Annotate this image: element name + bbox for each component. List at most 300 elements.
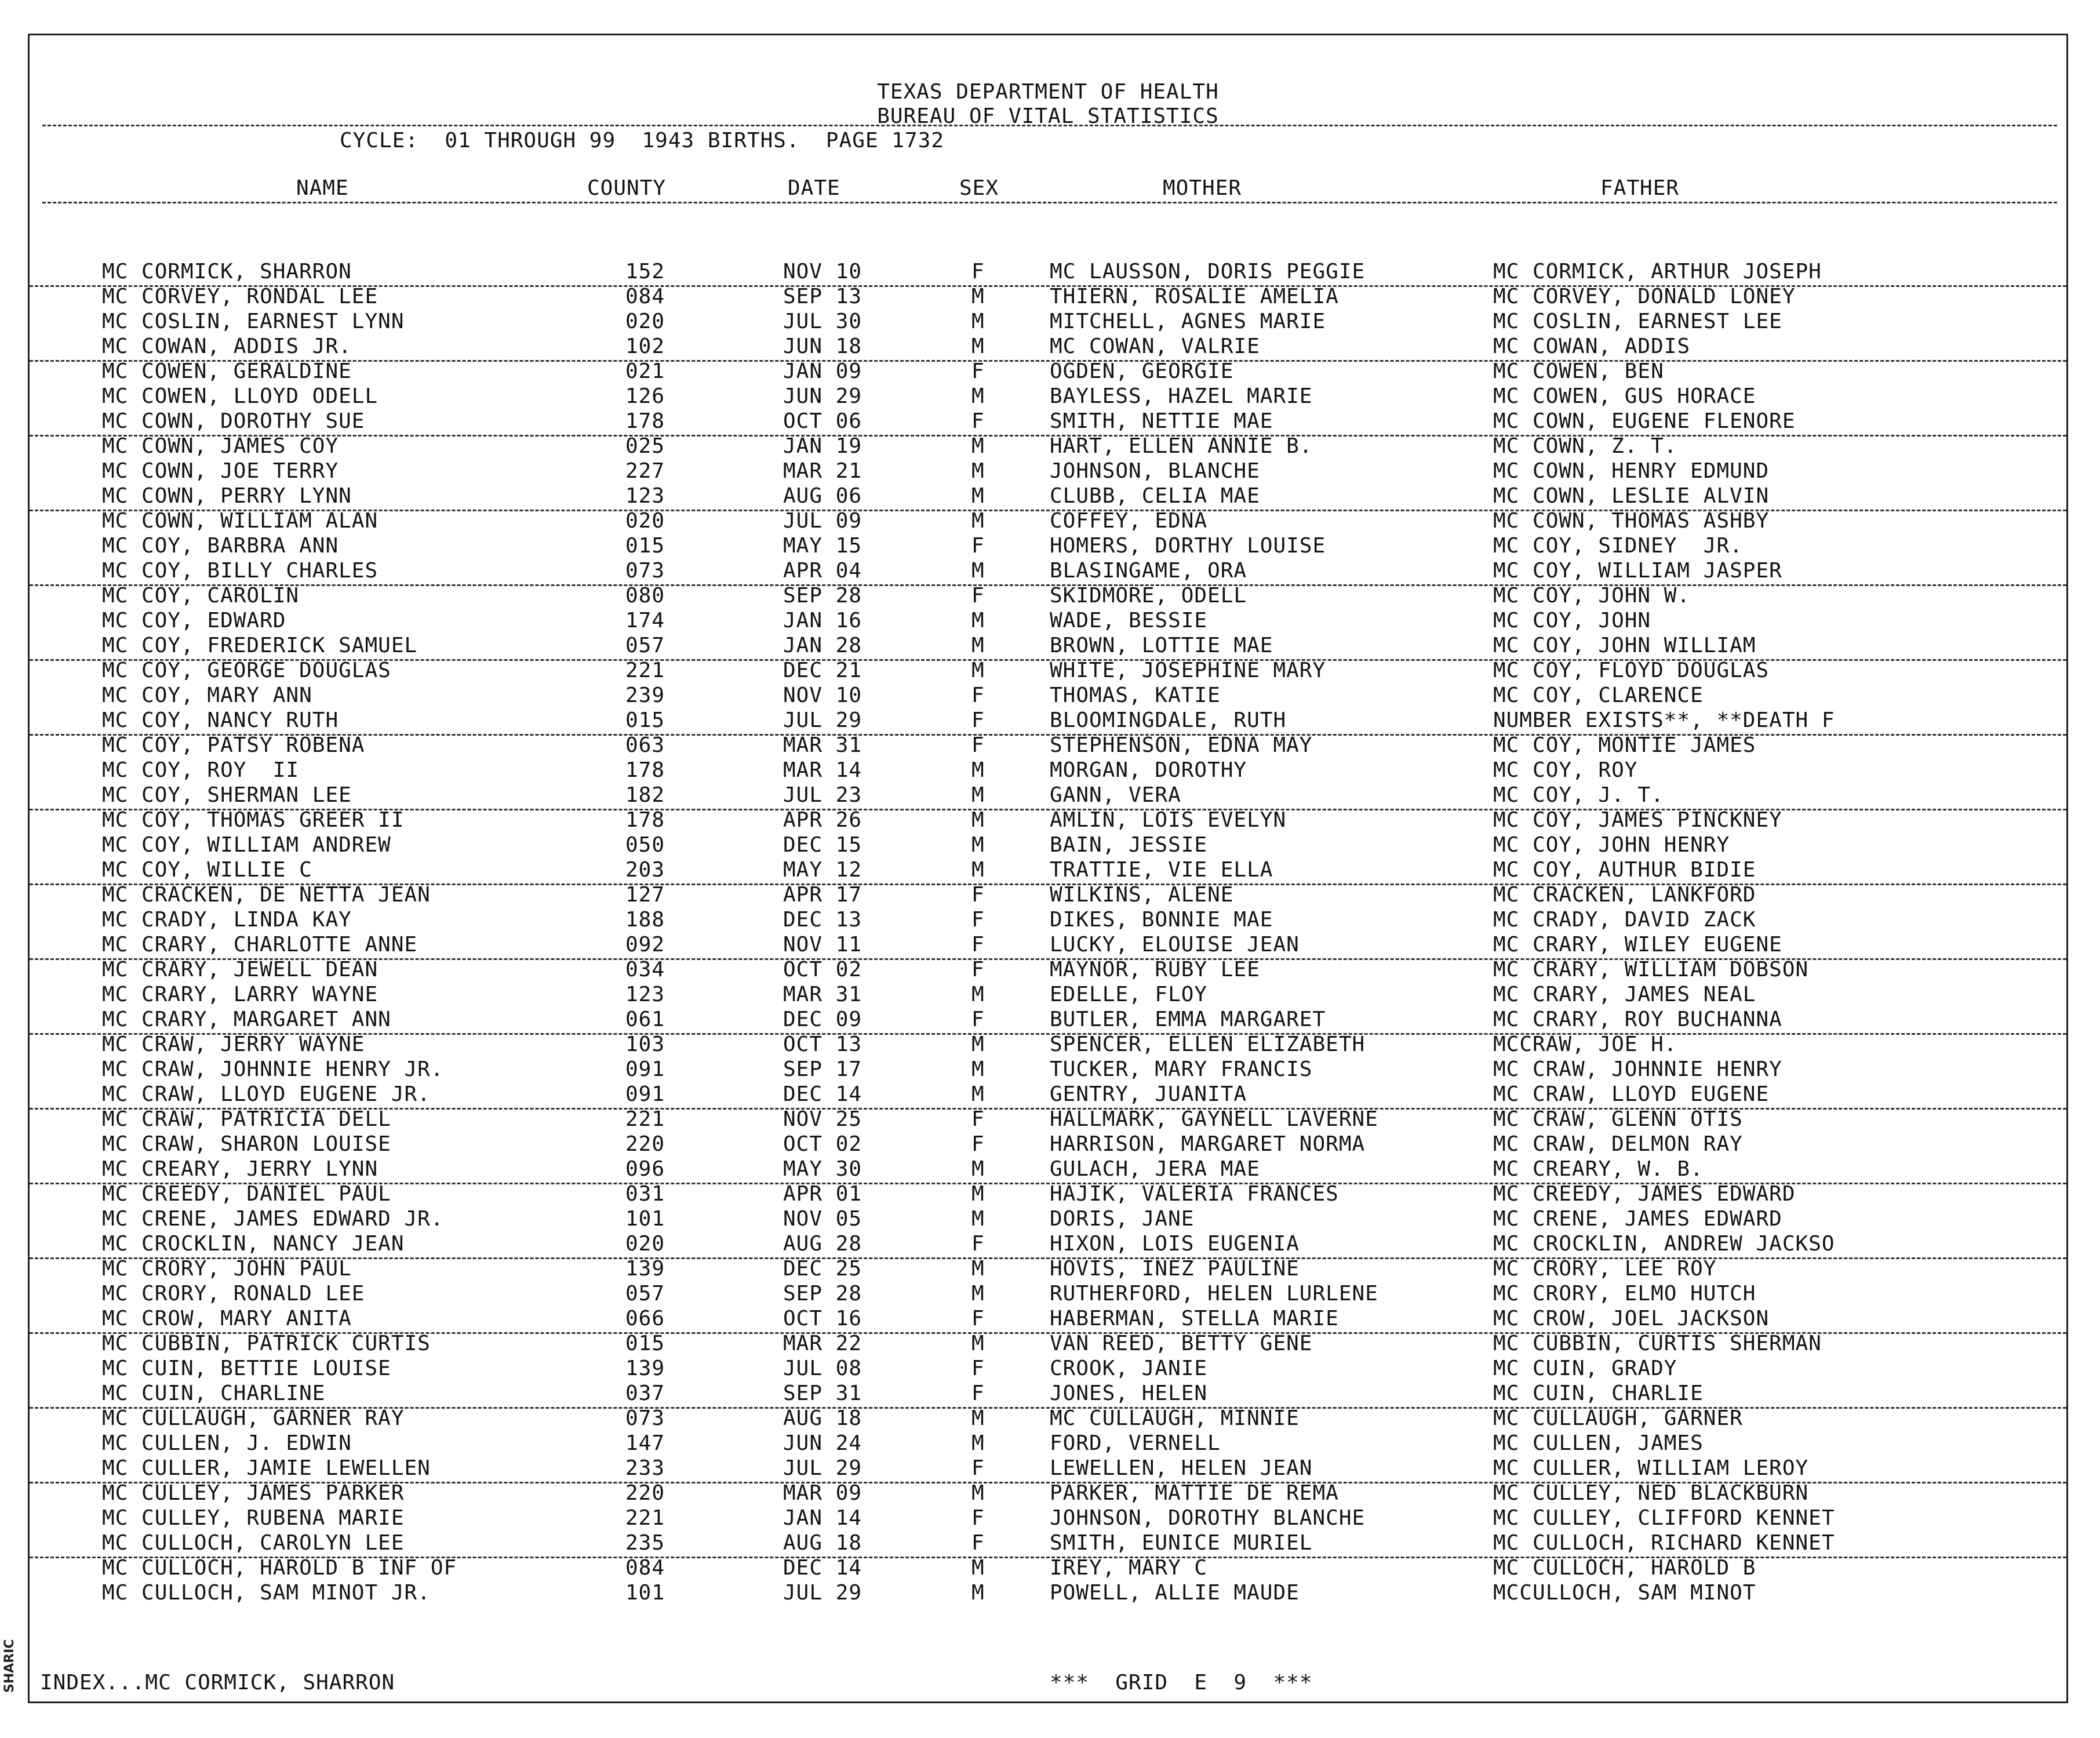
cell-name: MC CUBBIN, PATRICK CURTIS — [102, 1332, 431, 1355]
cell-father: MC CRADY, DAVID ZACK — [1493, 908, 1756, 932]
cell-father: MC CREARY, W. B. — [1493, 1158, 1704, 1181]
cell-date: JAN 19 — [783, 435, 862, 458]
table-row — [30, 1307, 2066, 1334]
cell-sex: F — [971, 1133, 985, 1156]
cell-date: APR 17 — [783, 883, 862, 907]
cell-name: MC CRORY, RONALD LEE — [102, 1282, 365, 1306]
cell-name: MC COWN, JAMES COY — [102, 435, 339, 458]
cell-sex: F — [971, 260, 985, 283]
cell-date: NOV 11 — [783, 933, 862, 957]
cell-name: MC CRARY, MARGARET ANN — [102, 1008, 391, 1031]
cell-sex: M — [971, 485, 985, 508]
table-row — [30, 734, 2066, 759]
cell-name: MC COWAN, ADDIS JR. — [102, 335, 352, 358]
table-row — [30, 285, 2066, 310]
cell-father: MC CUIN, GRADY — [1493, 1357, 1677, 1380]
table-row — [30, 1008, 2066, 1035]
cell-county: 220 — [625, 1133, 665, 1156]
cell-date: DEC 15 — [783, 834, 862, 857]
cell-sex: M — [971, 460, 985, 483]
cell-county: 021 — [625, 360, 665, 383]
table-row — [30, 1158, 2066, 1184]
cell-mother: HALLMARK, GAYNELL LAVERNE — [1050, 1108, 1378, 1131]
cell-county: 103 — [625, 1033, 665, 1056]
cell-name: MC CORMICK, SHARRON — [102, 260, 352, 283]
cell-mother: RUTHERFORD, HELEN LURLENE — [1050, 1282, 1378, 1306]
cell-date: JUL 23 — [783, 784, 862, 807]
cell-sex: F — [971, 1108, 985, 1131]
cell-name: MC COWN, PERRY LYNN — [102, 485, 352, 508]
cell-father: MC CRARY, WILEY EUGENE — [1493, 933, 1782, 957]
cell-sex: M — [971, 285, 985, 308]
cell-sex: M — [971, 1407, 985, 1430]
table-row — [30, 510, 2066, 535]
table-row — [30, 435, 2066, 460]
cell-father: MC COY, JOHN WILLIAM — [1493, 634, 1756, 657]
cell-mother: HABERMAN, STELLA MARIE — [1050, 1307, 1339, 1330]
table-row — [30, 1532, 2066, 1558]
cell-sex: M — [971, 335, 985, 358]
cell-mother: IREY, MARY C — [1050, 1557, 1208, 1580]
cell-county: 015 — [625, 535, 665, 558]
cell-sex: M — [971, 1432, 985, 1455]
cell-county: 061 — [625, 1008, 665, 1031]
department-title: TEXAS DEPARTMENT OF HEALTH — [877, 80, 1219, 104]
cell-name: MC COWEN, LLOYD ODELL — [102, 385, 378, 408]
header-rule — [42, 125, 2057, 126]
cell-county: 147 — [625, 1432, 665, 1455]
cell-mother: SMITH, NETTIE MAE — [1050, 410, 1273, 433]
table-row — [30, 460, 2066, 485]
cell-name: MC CRAW, PATRICIA DELL — [102, 1108, 391, 1131]
cell-name: MC CROW, MARY ANITA — [102, 1307, 352, 1330]
table-row — [30, 559, 2066, 586]
cell-mother: LUCKY, ELOUISE JEAN — [1050, 933, 1300, 957]
cell-sex: M — [971, 435, 985, 458]
cell-father: MC CRAW, JOHNNIE HENRY — [1493, 1058, 1782, 1081]
cell-father: MC CRARY, JAMES NEAL — [1493, 983, 1756, 1006]
cell-county: 221 — [625, 1108, 665, 1131]
cell-date: SEP 31 — [783, 1382, 862, 1405]
cell-date: OCT 02 — [783, 958, 862, 981]
cell-father: MC CRAW, DELMON RAY — [1493, 1133, 1743, 1156]
cell-sex: F — [971, 933, 985, 957]
cell-mother: THIERN, ROSALIE AMELIA — [1050, 285, 1339, 308]
cell-mother: DORIS, JANE — [1050, 1208, 1195, 1231]
cell-sex: F — [971, 410, 985, 433]
table-row — [30, 1382, 2066, 1409]
cell-date: MAR 31 — [783, 734, 862, 757]
cell-father: MC COWEN, GUS HORACE — [1493, 385, 1756, 408]
table-row — [30, 684, 2066, 709]
cell-county: 084 — [625, 285, 665, 308]
cell-date: APR 01 — [783, 1183, 862, 1206]
cell-date: JUN 18 — [783, 335, 862, 358]
cell-sex: F — [971, 958, 985, 981]
cell-father: MC CRAW, GLENN OTIS — [1493, 1108, 1743, 1131]
cell-sex: M — [971, 1282, 985, 1306]
cell-date: DEC 09 — [783, 1008, 862, 1031]
cell-date: MAR 31 — [783, 983, 862, 1006]
cell-county: 080 — [625, 584, 665, 608]
cell-county: 178 — [625, 759, 665, 782]
cell-county: 239 — [625, 684, 665, 707]
cell-date: MAR 09 — [783, 1482, 862, 1505]
column-header-father: FATHER — [1600, 176, 1680, 200]
cell-name: MC CUIN, CHARLINE — [102, 1382, 326, 1405]
cell-date: JUN 24 — [783, 1432, 862, 1455]
cell-mother: JOHNSON, BLANCHE — [1050, 460, 1260, 483]
cell-county: 174 — [625, 609, 665, 632]
cell-sex: F — [971, 1008, 985, 1031]
cell-sex: F — [971, 1307, 985, 1330]
cell-county: 015 — [625, 709, 665, 732]
cell-date: OCT 02 — [783, 1133, 862, 1156]
index-label: INDEX...MC CORMICK, SHARRON — [40, 1671, 395, 1695]
cell-name: MC CULLEY, JAMES PARKER — [102, 1482, 405, 1505]
cell-father: MC COWN, THOMAS ASHBY — [1493, 510, 1770, 533]
cell-name: MC COY, THOMAS GREER II — [102, 809, 405, 832]
cell-sex: M — [971, 1557, 985, 1580]
cell-mother: GANN, VERA — [1050, 784, 1181, 807]
cell-mother: HOMERS, DORTHY LOUISE — [1050, 535, 1326, 558]
cell-county: 188 — [625, 908, 665, 932]
cell-father: MC CRORY, ELMO HUTCH — [1493, 1282, 1756, 1306]
cell-name: MC COY, WILLIAM ANDREW — [102, 834, 391, 857]
cell-father: MCCULLOCH, SAM MINOT — [1493, 1581, 1756, 1605]
cell-mother: BLOOMINGDALE, RUTH — [1050, 709, 1287, 732]
cell-date: OCT 06 — [783, 410, 862, 433]
cell-name: MC CREEDY, DANIEL PAUL — [102, 1183, 391, 1206]
cell-mother: JOHNSON, DOROTHY BLANCHE — [1050, 1507, 1366, 1530]
cell-county: 092 — [625, 933, 665, 957]
cell-sex: F — [971, 535, 985, 558]
cell-mother: WHITE, JOSEPHINE MARY — [1050, 659, 1326, 682]
cell-mother: BUTLER, EMMA MARGARET — [1050, 1008, 1326, 1031]
cell-sex: F — [971, 709, 985, 732]
cell-name: MC CULLOCH, HAROLD B INF OF — [102, 1557, 457, 1580]
cell-sex: M — [971, 1332, 985, 1355]
cell-county: 221 — [625, 1507, 665, 1530]
cell-sex: M — [971, 1033, 985, 1056]
cell-mother: COFFEY, EDNA — [1050, 510, 1208, 533]
cell-sex: M — [971, 634, 985, 657]
cell-date: JAN 14 — [783, 1507, 862, 1530]
cell-date: NOV 10 — [783, 684, 862, 707]
table-row — [30, 883, 2066, 908]
table-row — [30, 659, 2066, 684]
table-row — [30, 1282, 2066, 1307]
cell-father: MC COY, MONTIE JAMES — [1493, 734, 1756, 757]
cell-sex: M — [971, 1581, 985, 1605]
cell-father: MC CULLOCH, RICHARD KENNET — [1493, 1532, 1835, 1555]
cell-date: NOV 10 — [783, 260, 862, 283]
cell-county: 101 — [625, 1208, 665, 1231]
cell-mother: EDELLE, FLOY — [1050, 983, 1208, 1006]
cell-father: MC CUIN, CHARLIE — [1493, 1382, 1704, 1405]
cell-father: MC CORMICK, ARTHUR JOSEPH — [1493, 260, 1822, 283]
cell-mother: OGDEN, GEORGIE — [1050, 360, 1234, 383]
cell-date: DEC 25 — [783, 1257, 862, 1281]
cell-father: MC CULLER, WILLIAM LEROY — [1493, 1457, 1809, 1480]
cell-date: JUL 30 — [783, 310, 862, 333]
cell-county: 235 — [625, 1532, 665, 1555]
cell-date: MAR 21 — [783, 460, 862, 483]
cell-father: MC CULLEY, NED BLACKBURN — [1493, 1482, 1809, 1505]
cell-county: 020 — [625, 1232, 665, 1256]
cell-father: MC CRACKEN, LANKFORD — [1493, 883, 1756, 907]
cell-name: MC CULLEN, J. EDWIN — [102, 1432, 352, 1455]
cell-father: MC COWN, HENRY EDMUND — [1493, 460, 1770, 483]
cell-mother: POWELL, ALLIE MAUDE — [1050, 1581, 1300, 1605]
cell-mother: MC COWAN, VALRIE — [1050, 335, 1260, 358]
cell-name: MC COY, GEORGE DOUGLAS — [102, 659, 391, 682]
cell-name: MC CRARY, CHARLOTTE ANNE — [102, 933, 418, 957]
cell-father: MC CROW, JOEL JACKSON — [1493, 1307, 1770, 1330]
table-row — [30, 385, 2066, 410]
cell-name: MC CULLOCH, CAROLYN LEE — [102, 1532, 405, 1555]
cell-county: 139 — [625, 1257, 665, 1281]
cell-date: JUL 08 — [783, 1357, 862, 1380]
cell-county: 073 — [625, 559, 665, 583]
table-row — [30, 1083, 2066, 1110]
cell-sex: F — [971, 1382, 985, 1405]
table-row — [30, 1133, 2066, 1158]
cell-sex: F — [971, 1507, 985, 1530]
cell-county: 020 — [625, 510, 665, 533]
cell-sex: M — [971, 809, 985, 832]
table-row — [30, 1407, 2066, 1432]
cell-father: MC COWEN, BEN — [1493, 360, 1664, 383]
cell-name: MC COWN, JOE TERRY — [102, 460, 339, 483]
cell-name: MC CULLOCH, SAM MINOT JR. — [102, 1581, 431, 1605]
cell-name: MC COY, WILLIE C — [102, 859, 312, 882]
cell-date: JAN 28 — [783, 634, 862, 657]
table-row — [30, 1332, 2066, 1357]
grid-label: *** GRID E 9 *** — [1050, 1671, 1313, 1695]
cell-county: 220 — [625, 1482, 665, 1505]
cell-date: JUL 29 — [783, 1581, 862, 1605]
cell-mother: THOMAS, KATIE — [1050, 684, 1221, 707]
cell-county: 084 — [625, 1557, 665, 1580]
cell-name: MC COWN, DOROTHY SUE — [102, 410, 365, 433]
cell-county: 178 — [625, 809, 665, 832]
cell-mother: MC CULLAUGH, MINNIE — [1050, 1407, 1300, 1430]
cell-father: MC CRORY, LEE ROY — [1493, 1257, 1717, 1281]
table-row — [30, 410, 2066, 437]
cell-name: MC COY, NANCY RUTH — [102, 709, 339, 732]
cell-mother: GENTRY, JUANITA — [1050, 1083, 1247, 1106]
cell-date: DEC 14 — [783, 1557, 862, 1580]
table-row — [30, 709, 2066, 736]
cell-date: MAR 22 — [783, 1332, 862, 1355]
cell-sex: M — [971, 1158, 985, 1181]
cell-date: MAY 30 — [783, 1158, 862, 1181]
cell-date: OCT 13 — [783, 1033, 862, 1056]
cell-name: MC CRAW, JERRY WAYNE — [102, 1033, 365, 1056]
cell-county: 221 — [625, 659, 665, 682]
cell-sex: F — [971, 1232, 985, 1256]
cell-sex: F — [971, 584, 985, 608]
table-row — [30, 809, 2066, 834]
cell-date: MAY 12 — [783, 859, 862, 882]
table-row — [30, 1108, 2066, 1133]
cell-name: MC CRARY, JEWELL DEAN — [102, 958, 378, 981]
cell-county: 182 — [625, 784, 665, 807]
cell-name: MC CRAW, JOHNNIE HENRY JR. — [102, 1058, 444, 1081]
cell-name: MC COY, FREDERICK SAMUEL — [102, 634, 418, 657]
cell-name: MC CRACKEN, DE NETTA JEAN — [102, 883, 431, 907]
cell-father: MC COY, AUTHUR BIDIE — [1493, 859, 1756, 882]
cell-name: MC CRAW, LLOYD EUGENE JR. — [102, 1083, 431, 1106]
table-row — [30, 1507, 2066, 1532]
cell-father: MC COWAN, ADDIS — [1493, 335, 1691, 358]
cell-name: MC CULLER, JAMIE LEWELLEN — [102, 1457, 431, 1480]
cell-county: 123 — [625, 983, 665, 1006]
cell-county: 015 — [625, 1332, 665, 1355]
cell-father: MC COY, J. T. — [1493, 784, 1664, 807]
cell-date: JAN 16 — [783, 609, 862, 632]
cell-mother: SPENCER, ELLEN ELIZABETH — [1050, 1033, 1366, 1056]
cell-father: MC CORVEY, DONALD LONEY — [1493, 285, 1796, 308]
cell-father: MC CRARY, ROY BUCHANNA — [1493, 1008, 1782, 1031]
cell-mother: BROWN, LOTTIE MAE — [1050, 634, 1273, 657]
cell-name: MC COSLIN, EARNEST LYNN — [102, 310, 405, 333]
cell-mother: BAYLESS, HAZEL MARIE — [1050, 385, 1313, 408]
cell-date: NOV 05 — [783, 1208, 862, 1231]
cell-county: 031 — [625, 1183, 665, 1206]
cell-date: SEP 28 — [783, 1282, 862, 1306]
cell-father: MC CUBBIN, CURTIS SHERMAN — [1493, 1332, 1822, 1355]
cell-name: MC CULLAUGH, GARNER RAY — [102, 1407, 405, 1430]
cell-father: MC COWN, LESLIE ALVIN — [1493, 485, 1770, 508]
cell-date: MAY 15 — [783, 535, 862, 558]
cell-county: 096 — [625, 1158, 665, 1181]
cell-date: JUL 29 — [783, 1457, 862, 1480]
cell-name: MC CRENE, JAMES EDWARD JR. — [102, 1208, 444, 1231]
cell-name: MC COWN, WILLIAM ALAN — [102, 510, 378, 533]
cell-county: 101 — [625, 1581, 665, 1605]
cell-father: MC COY, JOHN — [1493, 609, 1651, 632]
cell-name: MC COY, EDWARD — [102, 609, 286, 632]
cell-sex: M — [971, 510, 985, 533]
cell-county: 203 — [625, 859, 665, 882]
cell-date: JUL 29 — [783, 709, 862, 732]
cell-father: MC COY, JOHN W. — [1493, 584, 1691, 608]
cycle-line: CYCLE: 01 THROUGH 99 1943 BIRTHS. PAGE 1732 — [340, 129, 944, 152]
table-row — [30, 1482, 2066, 1507]
cell-sex: F — [971, 360, 985, 383]
cell-father: MC COWN, Z. T. — [1493, 435, 1677, 458]
cell-mother: HART, ELLEN ANNIE B. — [1050, 435, 1313, 458]
cell-father: MC CULLEN, JAMES — [1493, 1432, 1704, 1455]
table-row — [30, 933, 2066, 960]
cell-mother: WILKINS, ALENE — [1050, 883, 1234, 907]
cell-county: 126 — [625, 385, 665, 408]
cell-father: MC COWN, EUGENE FLENORE — [1493, 410, 1796, 433]
cell-name: MC COY, BARBRA ANN — [102, 535, 339, 558]
cell-father: MC CROCKLIN, ANDREW JACKSO — [1493, 1232, 1835, 1256]
table-row — [30, 1232, 2066, 1259]
cell-father: MC CULLOCH, HAROLD B — [1493, 1557, 1756, 1580]
cell-date: AUG 28 — [783, 1232, 862, 1256]
cell-mother: GULACH, JERA MAE — [1050, 1158, 1260, 1181]
cell-mother: TUCKER, MARY FRANCIS — [1050, 1058, 1313, 1081]
table-row — [30, 609, 2066, 634]
table-row — [30, 360, 2066, 385]
cell-name: MC CRAW, SHARON LOUISE — [102, 1133, 391, 1156]
cell-father: MCCRAW, JOE H. — [1493, 1033, 1677, 1056]
cell-mother: BAIN, JESSIE — [1050, 834, 1208, 857]
cell-sex: F — [971, 883, 985, 907]
cell-sex: M — [971, 834, 985, 857]
cell-name: MC CULLEY, RUBENA MARIE — [102, 1507, 405, 1530]
cell-sex: M — [971, 310, 985, 333]
cell-name: MC COWEN, GERALDINE — [102, 360, 352, 383]
cell-mother: SKIDMORE, ODELL — [1050, 584, 1247, 608]
table-row — [30, 1581, 2066, 1606]
cell-mother: STEPHENSON, EDNA MAY — [1050, 734, 1313, 757]
cell-sex: M — [971, 859, 985, 882]
cell-mother: MITCHELL, AGNES MARIE — [1050, 310, 1326, 333]
cell-mother: SMITH, EUNICE MURIEL — [1050, 1532, 1313, 1555]
table-row — [30, 535, 2066, 559]
cell-county: 127 — [625, 883, 665, 907]
cell-father: MC CRARY, WILLIAM DOBSON — [1493, 958, 1809, 981]
cell-sex: M — [971, 609, 985, 632]
table-row — [30, 584, 2066, 609]
cell-county: 091 — [625, 1083, 665, 1106]
cell-county: 073 — [625, 1407, 665, 1430]
cell-father: MC CRAW, LLOYD EUGENE — [1493, 1083, 1770, 1106]
cell-date: DEC 13 — [783, 908, 862, 932]
cell-mother: CROOK, JANIE — [1050, 1357, 1208, 1380]
cell-sex: M — [971, 1208, 985, 1231]
cell-date: DEC 14 — [783, 1083, 862, 1106]
cell-sex: M — [971, 1083, 985, 1106]
cell-date: JUL 09 — [783, 510, 862, 533]
cell-sex: F — [971, 1457, 985, 1480]
cell-date: AUG 18 — [783, 1532, 862, 1555]
column-header-rule — [42, 202, 2057, 203]
table-row — [30, 958, 2066, 983]
cell-name: MC CROCKLIN, NANCY JEAN — [102, 1232, 405, 1256]
cell-sex: F — [971, 684, 985, 707]
cell-mother: TRATTIE, VIE ELLA — [1050, 859, 1273, 882]
table-row — [30, 1208, 2066, 1232]
cell-father: NUMBER EXISTS**, **DEATH F — [1493, 709, 1835, 732]
document-frame — [28, 34, 2068, 1703]
cell-mother: PARKER, MATTIE DE REMA — [1050, 1482, 1339, 1505]
table-row — [30, 485, 2066, 511]
table-row — [30, 759, 2066, 784]
cell-date: DEC 21 — [783, 659, 862, 682]
table-row — [30, 1557, 2066, 1581]
cell-county: 034 — [625, 958, 665, 981]
cell-county: 102 — [625, 335, 665, 358]
cell-name: MC COY, BILLY CHARLES — [102, 559, 378, 583]
cell-father: MC COSLIN, EARNEST LEE — [1493, 310, 1782, 333]
cell-date: OCT 16 — [783, 1307, 862, 1330]
cell-date: SEP 28 — [783, 584, 862, 608]
cell-father: MC COY, JAMES PINCKNEY — [1493, 809, 1782, 832]
cell-county: 123 — [625, 485, 665, 508]
cell-name: MC COY, CAROLIN — [102, 584, 300, 608]
cell-mother: LEWELLEN, HELEN JEAN — [1050, 1457, 1313, 1480]
cell-sex: M — [971, 784, 985, 807]
table-row — [30, 784, 2066, 810]
table-row — [30, 908, 2066, 933]
